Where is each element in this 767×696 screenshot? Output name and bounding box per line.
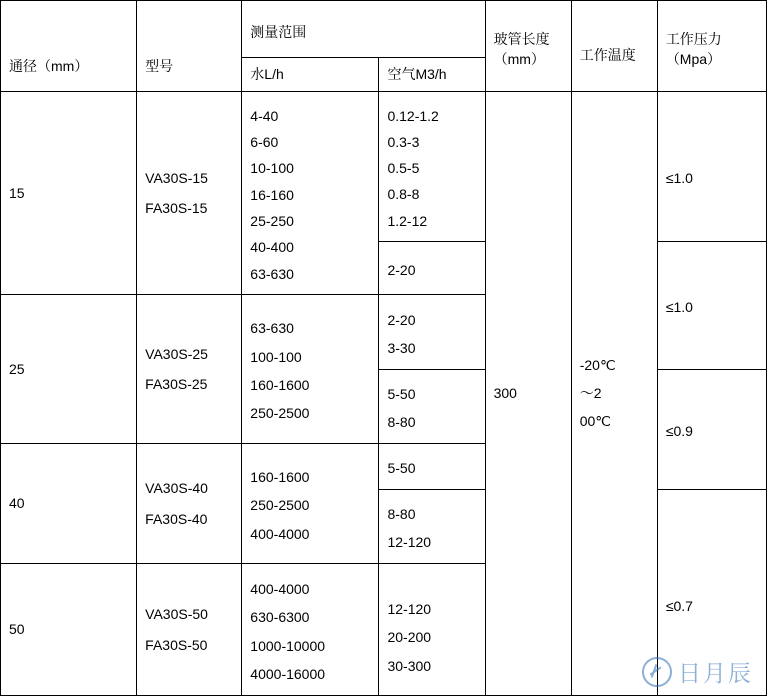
diameter-value: 25 bbox=[9, 360, 25, 377]
water-range-value: 16-160 bbox=[250, 186, 294, 203]
header-range-water bbox=[242, 58, 379, 92]
cell-model-25 bbox=[137, 295, 242, 444]
air-range-value: 8-80 bbox=[387, 506, 416, 523]
air-range-value: 0.5-5 bbox=[387, 160, 420, 177]
header-glass-length bbox=[485, 1, 571, 92]
header-measuring-range-label: 测量范围 bbox=[250, 23, 307, 40]
air-range-value: 2-20 bbox=[387, 261, 416, 278]
cell-water-range-15 bbox=[242, 91, 379, 294]
model-name: VA30S-50 bbox=[145, 606, 208, 623]
pressure-value: ≤0.9 bbox=[665, 422, 693, 439]
header-range-air bbox=[379, 58, 485, 92]
working-temperature-value: 00℃ bbox=[579, 413, 611, 430]
cell-diameter-15 bbox=[1, 91, 137, 294]
model-name: FA30S-40 bbox=[145, 510, 208, 527]
model-name: VA30S-40 bbox=[145, 480, 208, 497]
cell-water-range-50 bbox=[242, 564, 379, 696]
air-range-value: 12-120 bbox=[387, 534, 432, 551]
diameter-value: 50 bbox=[9, 621, 25, 638]
cell-diameter-40 bbox=[1, 443, 137, 563]
cell-working-temperature bbox=[571, 91, 657, 695]
cell-air-range-25-a bbox=[379, 295, 485, 369]
model-name: VA30S-15 bbox=[145, 169, 208, 186]
model-name: FA30S-25 bbox=[145, 376, 208, 393]
water-range-value: 25-250 bbox=[250, 213, 294, 230]
working-temperature-value: ～2 bbox=[579, 385, 602, 402]
water-range-value: 630-6300 bbox=[250, 609, 310, 626]
cell-glass-length bbox=[485, 91, 571, 695]
header-model-label: 型号 bbox=[145, 57, 174, 74]
air-range-value: 5-50 bbox=[387, 460, 416, 477]
air-range-value: 0.3-3 bbox=[387, 133, 420, 150]
water-range-value: 400-4000 bbox=[250, 525, 310, 542]
cell-pressure-15-a bbox=[657, 91, 766, 241]
water-range-value: 100-100 bbox=[250, 348, 302, 365]
water-range-value: 4-40 bbox=[250, 107, 279, 124]
cell-air-range-40-a bbox=[379, 443, 485, 489]
air-range-value: 20-200 bbox=[387, 629, 432, 646]
air-range-value: 8-80 bbox=[387, 414, 416, 431]
cell-air-range-25-b bbox=[379, 369, 485, 443]
cell-pressure-25-b bbox=[657, 369, 766, 489]
cell-water-range-25 bbox=[242, 295, 379, 444]
air-range-value: 0.8-8 bbox=[387, 186, 420, 203]
header-measuring-range bbox=[242, 1, 485, 58]
model-name: FA30S-15 bbox=[145, 199, 208, 216]
model-name: VA30S-25 bbox=[145, 345, 208, 362]
air-range-value: 12-120 bbox=[387, 601, 432, 618]
water-range-value: 10-100 bbox=[250, 160, 294, 177]
air-range-value: 1.2-12 bbox=[387, 212, 428, 229]
pressure-value: ≤1.0 bbox=[665, 170, 693, 187]
header-diameter-label: 通径（mm） bbox=[9, 57, 89, 74]
water-range-value: 160-1600 bbox=[250, 377, 310, 394]
diameter-value: 40 bbox=[9, 495, 25, 512]
watermark-text: 日月辰 bbox=[678, 661, 753, 687]
water-range-value: 1000-10000 bbox=[250, 637, 326, 654]
air-range-value: 30-300 bbox=[387, 657, 432, 674]
water-range-value: 4000-16000 bbox=[250, 665, 326, 682]
cell-model-15 bbox=[137, 91, 242, 294]
glass-length-value: 300 bbox=[493, 385, 517, 402]
water-range-value: 400-4000 bbox=[250, 581, 310, 597]
water-range-value: 160-1600 bbox=[250, 469, 310, 486]
header-row-primary bbox=[1, 1, 767, 58]
water-range-value: 63-630 bbox=[250, 265, 294, 282]
cell-air-range-40-b bbox=[379, 489, 485, 563]
pressure-value: ≤1.0 bbox=[665, 299, 693, 316]
cell-pressure-40-b bbox=[657, 489, 766, 695]
cell-diameter-50 bbox=[1, 564, 137, 696]
cell-air-range-15-a bbox=[379, 91, 485, 241]
working-temperature-value: -20℃ bbox=[579, 356, 616, 373]
air-range-value: 2-20 bbox=[387, 311, 416, 328]
cell-model-40 bbox=[137, 443, 242, 563]
cell-model-50 bbox=[137, 564, 242, 696]
table-row bbox=[1, 91, 767, 241]
water-range-value: 40-400 bbox=[250, 239, 294, 256]
model-name: FA30S-50 bbox=[145, 636, 208, 653]
header-model bbox=[137, 1, 242, 92]
header-diameter bbox=[1, 1, 137, 92]
header-working-temperature-label: 工作温度 bbox=[579, 46, 636, 63]
pressure-value: ≤0.7 bbox=[665, 598, 693, 615]
air-range-value: 5-50 bbox=[387, 385, 416, 402]
header-working-pressure bbox=[657, 1, 766, 92]
water-range-value: 250-2500 bbox=[250, 405, 310, 422]
cell-air-range-15-b bbox=[379, 241, 485, 294]
water-range-value: 6-60 bbox=[250, 134, 279, 151]
water-range-value: 63-630 bbox=[250, 320, 294, 337]
header-glass-length-label: 玻管长度（mm） bbox=[493, 30, 550, 67]
cell-air-range-50 bbox=[379, 564, 485, 696]
header-working-temperature bbox=[571, 1, 657, 92]
cell-pressure-15-b bbox=[657, 241, 766, 369]
header-working-pressure-label: 工作压力（Mpa） bbox=[665, 30, 722, 67]
cell-water-range-40 bbox=[242, 443, 379, 563]
cell-diameter-25 bbox=[1, 295, 137, 444]
air-range-value: 3-30 bbox=[387, 339, 416, 356]
header-range-air-label: 空气M3/h bbox=[387, 66, 447, 83]
diameter-value: 15 bbox=[9, 184, 25, 201]
air-range-value: 0.12-1.2 bbox=[387, 107, 439, 124]
header-range-water-label: 水L/h bbox=[250, 66, 284, 83]
water-range-value: 250-2500 bbox=[250, 497, 310, 514]
